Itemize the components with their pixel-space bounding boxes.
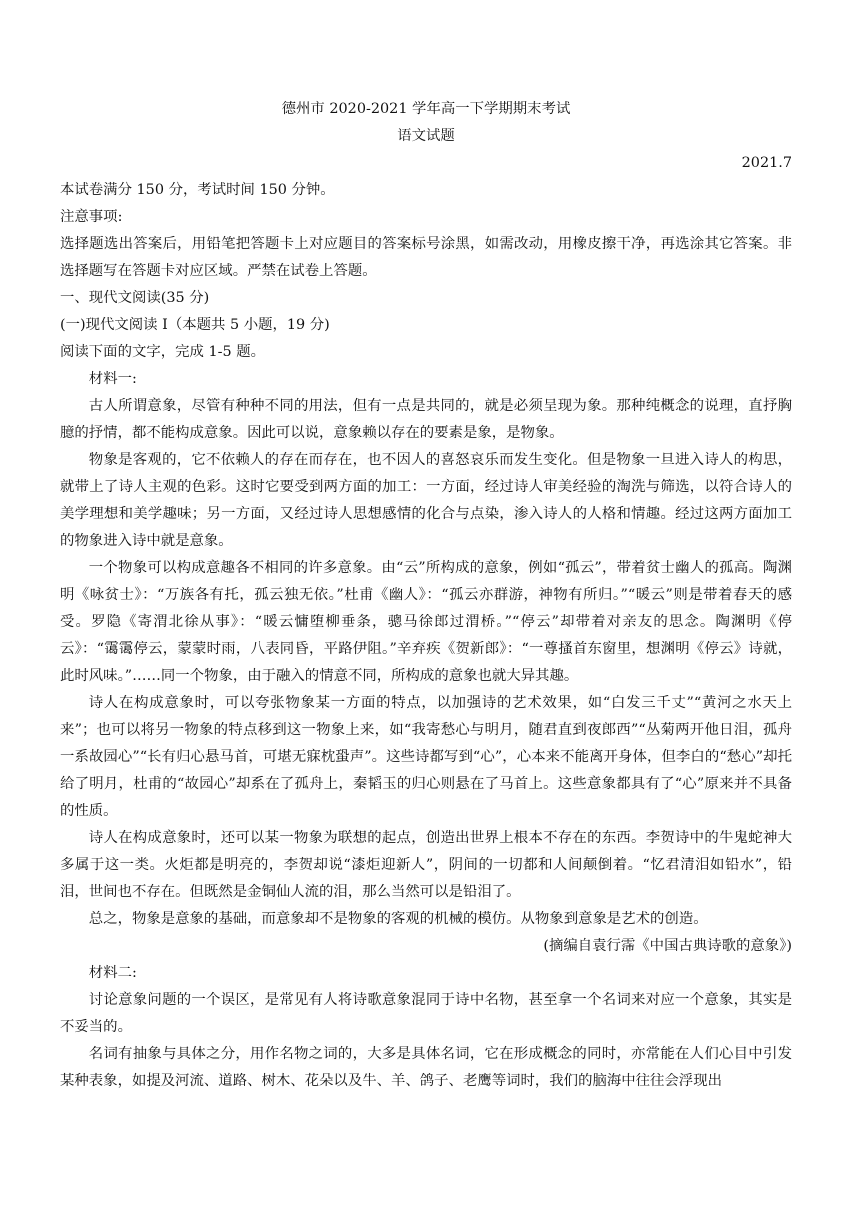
exam-page	[60, 96, 792, 1095]
exam-subtitle: 语文试题	[397, 128, 455, 144]
material-two-paragraph: 讨论意象问题的一个误区，是常见有人将诗歌意象混同于诗中名物，甚至拿一个名词来对应一个意象，其实是不妥当的。	[60, 992, 792, 1035]
exam-date: 2021.7	[741, 155, 792, 171]
section-heading: 一、现代文阅读(35 分)	[60, 290, 210, 306]
material-one-paragraph: 总之，物象是意象的基础，而意象却不是物象的客观的机械的模仿。从物象到意象是艺术的创造。	[88, 911, 708, 927]
material-one-paragraph: 物象是客观的，它不依赖人的存在而存在，也不因人的喜怒哀乐而发生变化。但是物象一旦进入诗人的构思，就带上了诗人主观的色彩。这时它要受到两方面的加工：一方面，经过诗人审美经验的淘洗与筛选，以符合诗人的美学理想和美学趣味；另一方面，又经过诗人思想感情的化合与点染，渗入诗人的人格和情趣。经过这两方面加工的物象进入诗中就是意象。	[60, 452, 792, 549]
reading-instruction: 阅读下面的文字，完成 1-5 题。	[60, 344, 266, 360]
exam-title: 德州市 2020-2021 学年高一下学期期末考试	[281, 101, 571, 117]
material-two-label: 材料二:	[88, 965, 137, 981]
material-one-label: 材料一:	[88, 371, 137, 387]
material-one-source: (摘编自袁行霈《中国古典诗歌的意象》)	[543, 938, 792, 954]
notice-text: 选择题选出答案后，用铅笔把答题卡上对应题目的答案标号涂黑，如需改动，用橡皮擦干净，再选涂其它答案。非选择题写在答题卡对应区域。严禁在试卷上答题。	[60, 236, 792, 279]
material-one-paragraph: 古人所谓意象，尽管有种种不同的用法，但有一点是共同的，就是必须呈现为象。那种纯概念的说理，直抒胸臆的抒情，都不能构成意象。因此可以说，意象赖以存在的要素是象，是物象。	[60, 398, 792, 441]
notice-heading: 注意事项:	[60, 209, 123, 225]
material-one-paragraph: 诗人在构成意象时，还可以某一物象为联想的起点，创造出世界上根本不存在的东西。李贺诗中的牛鬼蛇神大多属于这一类。火炬都是明亮的，李贺却说“漆炬迎新人”，阴间的一切都和人间颠倒着。“忆君清泪如铅水”，铅泪，世间也不存在。但既然是金铜仙人流的泪，那么当然可以是铅泪了。	[60, 830, 792, 900]
material-one-paragraph: 诗人在构成意象时，可以夸张物象某一方面的特点，以加强诗的艺术效果，如“白发三千丈”“黄河之水天上来”；也可以将另一物象的特点移到这一物象上来，如“我寄愁心与明月，随君直到夜郎西”“丛菊两开他日泪，孤舟一系故园心”“长有归心悬马首，可堪无寐枕蛩声”。这些诗都写到“心”，心本来不能离开身体，但李白的“愁心”却托给了明月，杜甫的“故园心”却系在了孤舟上，秦韬玉的归心则悬在了马首上。这些意象都具有了“心”原来并不具备的性质。	[60, 695, 792, 819]
material-two-paragraph: 名词有抽象与具体之分，用作名物之词的，大多是具体名词，它在形成概念的同时，亦常能在人们心目中引发某种表象，如提及河流、道路、树木、花朵以及牛、羊、鸽子、老鹰等词时，我们的脑海中往往会浮现出	[60, 1046, 792, 1089]
section-sub-heading: (一)现代文阅读 I（本题共 5 小题，19 分)	[60, 317, 330, 333]
score-time-note: 本试卷满分 150 分，考试时间 150 分钟。	[60, 182, 335, 198]
material-one-paragraph: 一个物象可以构成意趣各不相同的许多意象。由“云”所构成的意象，例如“孤云”，带着贫士幽人的孤高。陶渊明《咏贫士》：“万族各有托，孤云独无依。”杜甫《幽人》：“孤云亦群游，神物有所归。”“暖云”则是带着春天的感受。罗隐《寄渭北徐从事》：“暖云慵堕柳垂条，骢马徐郎过渭桥。”“停云”却带着对亲友的思念。陶渊明《停云》：“霭霭停云，蒙蒙时雨，八表同昏，平路伊阻。”辛弃疾《贺新郎》：“一尊搔首东窗里，想渊明《停云》诗就，此时风味。”……同一个物象，由于融入的情意不同，所构成的意象也就大异其趣。	[60, 560, 792, 684]
